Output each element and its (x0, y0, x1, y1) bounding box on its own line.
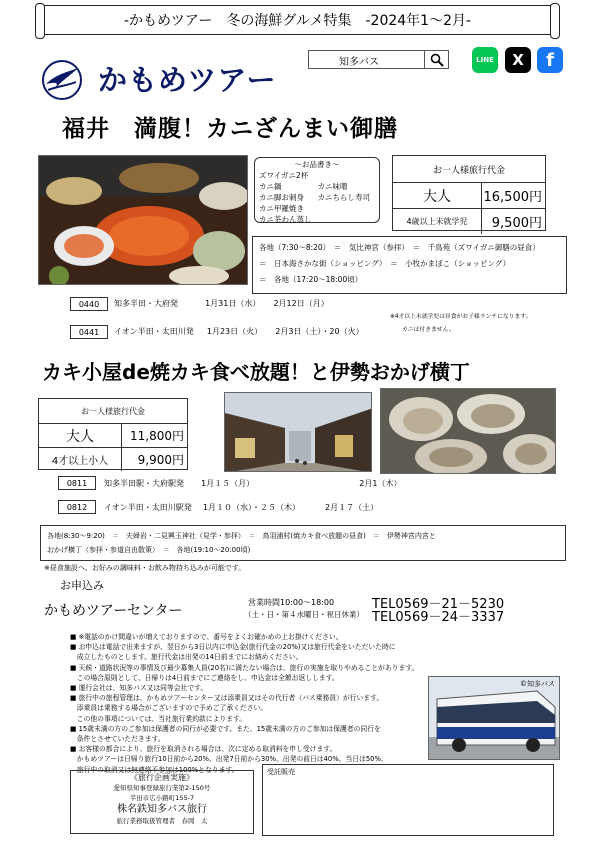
note-line: 成立したものとします。旅行代金は出発の14日前までにお納めください。 (70, 653, 303, 662)
holidays: （土・日・第４水曜日・祝日休業） (244, 610, 364, 619)
search-icon (430, 53, 444, 67)
bus-photo (428, 676, 560, 760)
route-line: 各地(8:30～9:20) ＝ 夫婦岩・二見興玉神社（見学・参拝） ＝ 鳥羽浦村(焼カキ食べ放題の昼食) ＝ 伊勢神宮内宮と (47, 532, 436, 540)
tour1-title: 福井 満腹！カニざんまい御膳 (62, 116, 398, 142)
route-line: ＝ 日本海さかな街（ショッピング） ＝ 小牧かまぼこ（ショッピング） (259, 259, 511, 268)
search-button[interactable] (425, 50, 449, 69)
sales-label: 受託販売 (267, 768, 295, 776)
price-label: 大人 (393, 183, 482, 208)
company-manager: 旅行業務取扱管理者 春岡 太 (116, 817, 208, 825)
price-label: 4歳以上未就学児 (393, 209, 482, 234)
company-address: 半田市広小路町155-7 (129, 794, 195, 802)
price-label: 大人 (39, 424, 122, 447)
tel-2[interactable]: TEL0569－24－3337 (372, 610, 505, 625)
apply-label: お申込み (60, 579, 104, 592)
note-line: かもめツアーは日帰り旅行10日前から20%、出発7日前から30%、出発の前日は40%、当日は50%、 (70, 755, 388, 764)
note-line: ■ お申込は電話で出来ますが、翌日から3日以内に申込金(旅行代金の20%)又は旅行代金をいただいた時に (70, 643, 396, 652)
price-value: 9,900円 (137, 453, 184, 467)
logo-mark-icon (42, 60, 82, 100)
facebook-label: f (546, 49, 554, 71)
bus-caption: ©知多バス (520, 680, 555, 688)
departure-date: 1月23日（火） (206, 327, 263, 336)
menu-item: カニ味噌 (317, 182, 348, 191)
price-value: 16,500円 (483, 190, 542, 205)
notes (70, 632, 425, 775)
price-header: お一人様旅行代金 (39, 399, 187, 424)
departure-line (104, 502, 378, 513)
departure-station: 知多半田・大府発 (114, 299, 178, 308)
note-line: ■ 天候・道路状況等の事情及び最少募集人員(20名)に満たない場合は、旅行の実施を取りやめることがあります。 (70, 663, 419, 672)
logo-text: かもめツアー (98, 63, 277, 97)
departure-date: 1月１０（水）・２５（木） (202, 503, 300, 512)
search-input[interactable]: 知多バス (308, 50, 425, 69)
note-line: ■ 15歳未満の方のご参加は保護者の同行が必要です。また、15歳未満の方のご参加は保護者の同行を (70, 724, 381, 733)
note-line: 条件とさせていただきます。 (70, 735, 165, 744)
business-hours: 営業時間10:00～18:00 (248, 598, 335, 607)
tour1-price-table (392, 155, 546, 231)
crab-meal-photo (38, 155, 248, 285)
tour-code: 0811 (58, 476, 96, 490)
price-row (39, 424, 187, 448)
oyster-photo (380, 388, 556, 474)
price-row (39, 448, 187, 471)
company-header: 《旅行企画実施》 (130, 773, 194, 782)
menu-item: カニ鍋 (259, 182, 282, 191)
street-photo (224, 392, 372, 472)
departure-line (114, 298, 329, 309)
note-line: ■ お客様の都合により、旅行を取消される場合は、次に定める取消料を申し受けます。 (70, 745, 337, 754)
note-line: 添乗員は乗務する場合がございますので予めご了承ください。 (70, 704, 268, 713)
tour2-route (40, 525, 566, 561)
route-note: ※昼食施設へ、お好みの調味料・お飲み物持ち込みが可能です。 (44, 564, 246, 572)
x-label: X (512, 51, 524, 69)
facebook-icon[interactable] (537, 47, 563, 73)
departure-date: 2月1（木） (359, 479, 402, 488)
sales-box (262, 764, 554, 836)
price-row (393, 209, 545, 234)
tour2-price-table (38, 398, 188, 470)
price-value: 9,500円 (491, 216, 542, 231)
tour-code: 0441 (70, 325, 108, 339)
tour-code: 0812 (58, 500, 96, 514)
departure-station: 知多半田駅・大府駅発 (104, 479, 184, 488)
center-name: かもめツアーセンター (44, 603, 183, 619)
menu-box (254, 157, 380, 223)
top-banner (40, 5, 555, 35)
departure-line (104, 478, 401, 489)
route-line: 各地（7:30～8:20） ＝ 気比神宮（参拝） ＝ 千鳥苑（ズワイガニ御膳の昼食） (259, 243, 540, 252)
route-note: ※4才以上未就学児は昼食がお子様ランチになります。 (390, 314, 532, 320)
line-label: LINE (476, 56, 494, 64)
line-icon[interactable] (472, 47, 498, 73)
note-line: ■ ※電話のかけ間違いが増えておりますので、番号をよくお確かめの上お掛けください。 (70, 633, 343, 641)
note-line: この場合原則として、日帰りは4日前までにご連絡をし、申込金は全額お返しします。 (70, 673, 339, 682)
note-line: 旅行中の取消又は無連絡不参加は100%となります。 (70, 765, 239, 774)
departure-line (114, 326, 364, 337)
tel-1[interactable]: TEL0569－21－5230 (372, 597, 505, 612)
route-note: カニは付きません。 (402, 327, 455, 333)
departure-station: イオン半田・太田川発 (114, 327, 194, 336)
price-value: 11,800円 (130, 429, 184, 443)
price-row (393, 183, 545, 209)
tour2-title: カキ小屋de焼カキ食べ放題！と伊勢おかげ横丁 (42, 360, 470, 384)
note-line: ■ 運行会社は、知多バス又は同等会社です。 (70, 684, 208, 693)
menu-item: カニちらし寿司 (317, 193, 370, 202)
route-line: おかげ横丁（参拝・参道自由散策） ＝ 各地(19:10～20:00頃) (47, 546, 251, 554)
company-name: 株名鉄知多バス旅行 (117, 804, 207, 815)
departure-date: 2月3日（土）・20（火） (275, 327, 364, 336)
menu-item: カニ脚お刺身 (259, 193, 304, 202)
tour1-route (252, 236, 567, 294)
route-line: ＝ 各地（17:20～18:00頃） (259, 275, 363, 284)
tour-code: 0440 (70, 297, 108, 311)
banner-title: -かもめツアー 冬の海鮮グルメ特集 -2024年1～2月- (123, 13, 472, 29)
menu-item: カニ甲羅焼き (259, 204, 304, 213)
x-icon[interactable] (505, 47, 531, 73)
note-line: ■ 旅行中の旅程管理は、かもめツアーセンター又は添乗員又はその代行者（バス乗務員）が行います。 (70, 694, 384, 703)
departure-date: 2月12日（月） (273, 299, 329, 308)
departure-date: 1月31日（水） (205, 299, 261, 308)
note-line: この他の事項については、当社旅行業約款によります。 (70, 714, 247, 723)
price-label: 4才以上小人 (39, 448, 122, 471)
departure-station: イオン半田・太田川駅発 (104, 503, 192, 512)
company-license: 愛知県知事登録旅行業第2-150号 (113, 784, 211, 792)
menu-item: カニ茶わん蒸し (259, 215, 312, 224)
price-header: お一人様旅行代金 (393, 156, 545, 183)
menu-item: ズワイガニ2杯 (259, 171, 309, 180)
company-box (70, 770, 254, 834)
departure-date: 1月１５（月） (201, 479, 255, 488)
menu-title: ～お品書き～ (294, 160, 340, 169)
departure-date: 2月１７（土） (325, 503, 379, 512)
